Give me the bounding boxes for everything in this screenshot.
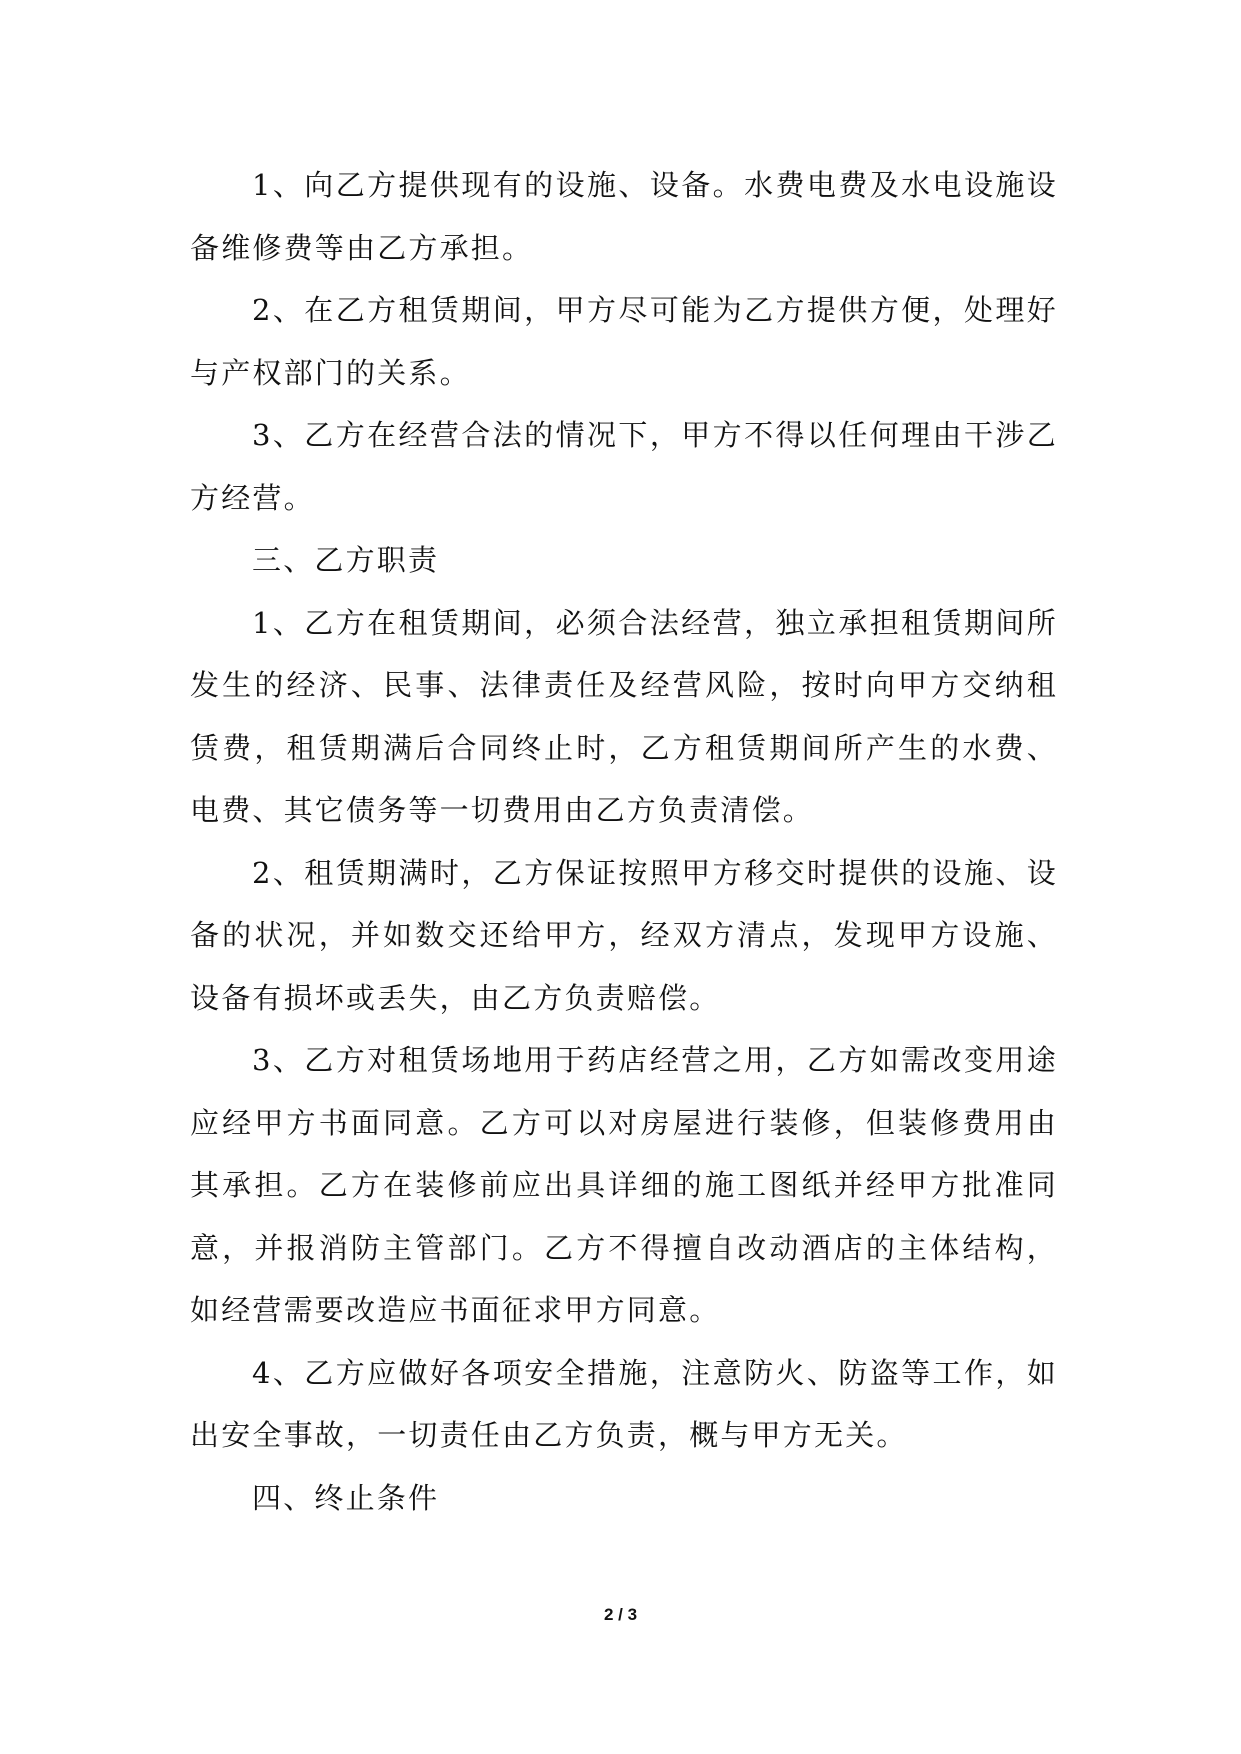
section-heading-party-b-duties: 三、乙方职责 (252, 543, 440, 577)
paragraph-party-b-duty-4: 4、乙方应做好各项安全措施，注意防火、防盗等工作，如出安全事故，一切责任由乙方负责，概与甲方无关。 (190, 1355, 1058, 1452)
paragraph-party-a-duty-3: 3、乙方在经营合法的情况下，甲方不得以任何理由干涉乙方经营。 (190, 418, 1058, 515)
section-heading-termination: 四、终止条件 (252, 1480, 440, 1515)
page-number: 2 / 3 (603, 1605, 638, 1624)
paragraph-party-b-duty-1: 1、乙方在租赁期间，必须合法经营，独立承担租赁期间所发生的经济、民事、法律责任及经营风险，按时向甲方交纳租赁费，租赁期满后合同终止时，乙方租赁期间所产生的水费、电费、其它债务等一切费用由乙方负责清偿。 (190, 605, 1058, 827)
paragraph-party-a-duty-2: 2、在乙方租赁期间，甲方尽可能为乙方提供方便，处理好与产权部门的关系。 (190, 293, 1058, 390)
document-body (190, 154, 1058, 1529)
paragraph-party-b-duty-2: 2、租赁期满时，乙方保证按照甲方移交时提供的设施、设备的状况，并如数交还给甲方，经双方清点，发现甲方设施、设备有损坏或丢失，由乙方负责赔偿。 (190, 855, 1058, 1015)
paragraph-party-b-duty-3: 3、乙方对租赁场地用于药店经营之用，乙方如需改变用途应经甲方书面同意。乙方可以对房屋进行装修，但装修费用由其承担。乙方在装修前应出具详细的施工图纸并经甲方批准同意，并报消防主管部门。乙方不得擅自改动酒店的主体结构，如经营需要改造应书面征求甲方同意。 (190, 1043, 1058, 1327)
paragraph-party-a-duty-1: 1、向乙方提供现有的设施、设备。水费电费及水电设施设备维修费等由乙方承担。 (190, 168, 1058, 265)
